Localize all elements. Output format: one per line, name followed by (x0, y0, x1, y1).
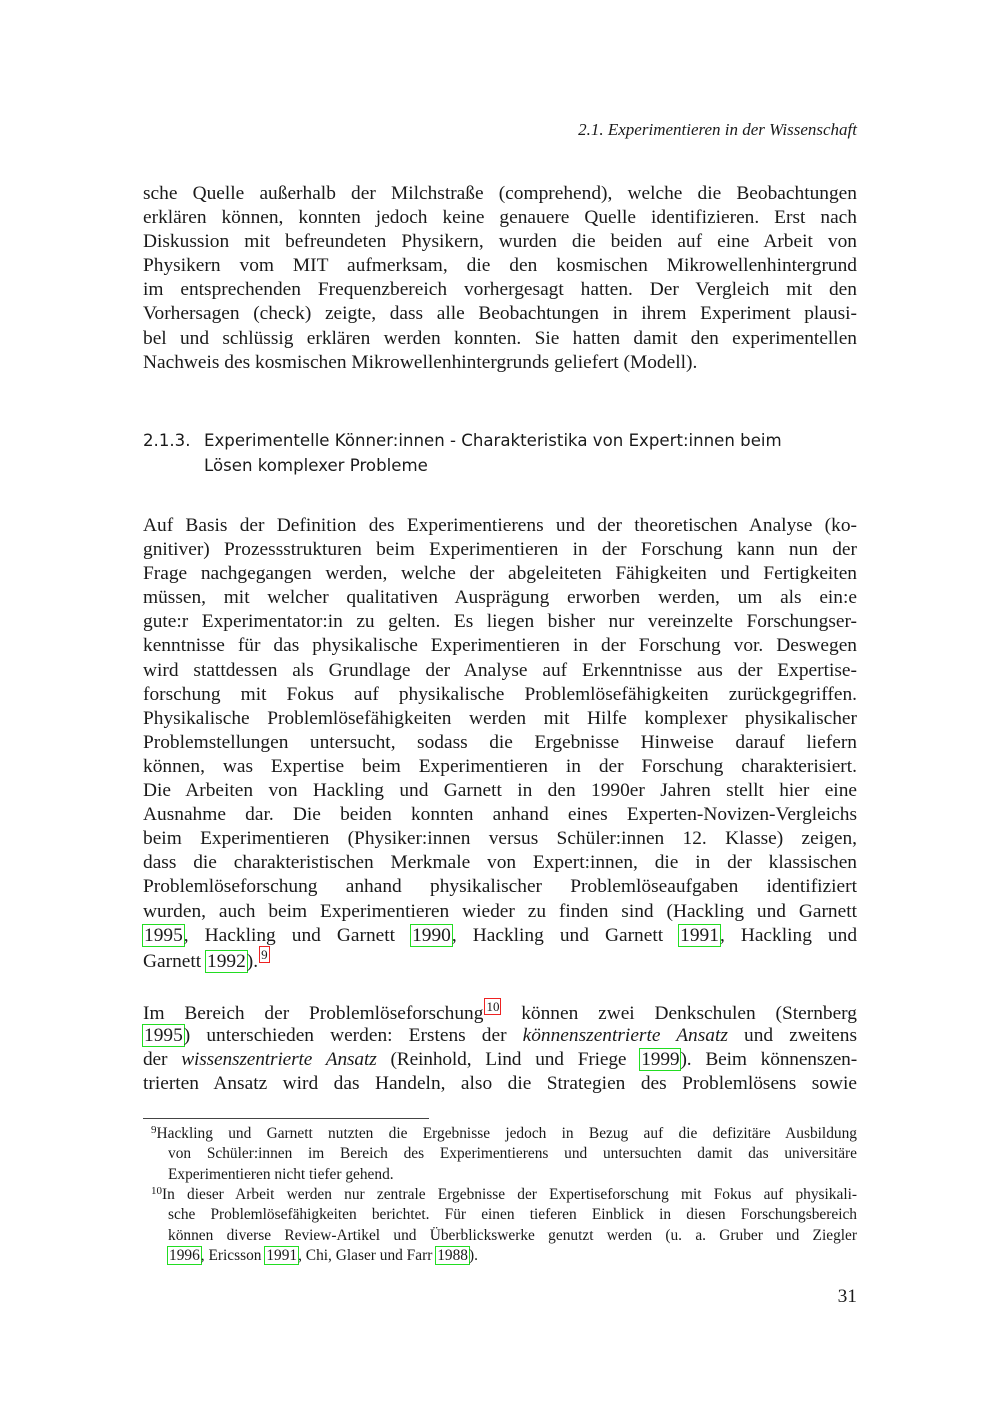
text-line: beim Experimentieren (Physiker:innen versus Schüler:innen 12. Klasse) zeigen, (143, 828, 857, 850)
footnote-line: $^{10}$In dieser Arbeit werden nur zentrale Ergebnisse der Expertiseforschung mit Fokus auf physikali- (151, 1185, 857, 1203)
text-line: Frage nachgegangen werden, welche der abgeleiteten Fähigkeiten und Fertigkeiten (143, 563, 857, 585)
text-line: 1995, Hackling und Garnett 1990, Hackling und Garnett 1991, Hackling und (144, 924, 858, 946)
citation-link-1992[interactable]: 1992 (207, 950, 246, 972)
text-line: Garnett 1992). $^9$ (143, 946, 268, 972)
citation-link-1996[interactable]: 1996 (169, 1246, 200, 1264)
footnote-ref-10[interactable]: 10 (486, 999, 500, 1014)
text-line: sche Quelle außerhalb der Milchstraße (comprehend), welche die Beobachtungen (143, 183, 857, 204)
text-line: trierten Ansatz wird das Handeln, also die Strategien des Problemlösens sowie (143, 1073, 857, 1095)
text-line: erklären können, konnten jedoch keine genauere Quelle identifizieren. Erst nach (143, 207, 857, 229)
footnote-line: sche Problemlösefähigkeiten berichtet. Für einen tieferen Einblick in diesen Forschungsbereich (168, 1206, 857, 1224)
footnote-9 (143, 1124, 857, 1185)
text-line: der wissenszentrierte Ansatz (Reinhold, Lind und Friege 1999). Beim könnenszen- (143, 1049, 857, 1071)
text-line: Vorhersagen (check) zeigte, dass alle Beobachtungen in ihrem Experiment plausi- (143, 303, 857, 325)
text-line: Auf Basis der Definition des Experimentierens und der theoretischen Analyse (ko- (143, 515, 857, 536)
text-line: dass die charakteristischen Merkmale von Expert:innen, die in der klassischen (143, 852, 857, 874)
text-line: Die Arbeiten von Hackling und Garnett in den 1990er Jahren stellt hier eine (143, 780, 857, 802)
footnote-line: von Schüler:innen im Bereich des Experimentierens und untersuchten damit das universitäre (168, 1145, 857, 1163)
text-line: Physikern vom MIT aufmerksam, die den kosmischen Mikrowellenhintergrund (143, 255, 857, 277)
section-title-line-1: Experimentelle Könner:innen - Charakteristika von Expert:innen beim (204, 431, 782, 450)
footnote-ref-9[interactable]: 9 (261, 946, 268, 962)
text-line: wurden, auch beim Experimentieren wieder zu finden sind (Hackling und Garnett (143, 900, 857, 922)
section-title-line-2: Lösen komplexer Probleme (204, 456, 428, 475)
text-line: forschung mit Fokus auf physikalische Problemlösefähigkeiten zurückgegriffen. (143, 683, 857, 705)
citation-link-1988[interactable]: 1988 (437, 1246, 468, 1264)
citation-link-1995[interactable]: 1995 (144, 924, 183, 946)
footnote-line: können diverse Review-Artikel und Überblickswerke genutzt werden (u. a. Gruber und Ziegler (168, 1226, 857, 1244)
footnote-line: 1996, Ericsson 1991, Chi, Glaser und Farr 1988). (169, 1246, 478, 1264)
text-line: wird stattdessen als Grundlage der Analyse auf Erkenntnisse aus der Expertise- (143, 659, 857, 681)
text-line: Ausnahme dar. Die beiden konnten anhand eines Experten-Novizen-Vergleichs (143, 804, 857, 826)
text-line: kenntnisse für das physikalische Experimentieren in der Forschung vor. Deswegen (143, 635, 857, 657)
text-line: bel und schlüssig erklären werden konnten. Sie hatten damit den experimentellen (143, 327, 857, 349)
footnote-marker: 9 (151, 1124, 157, 1136)
running-header: 2.1. Experimentieren in der Wissenschaft (578, 120, 857, 139)
section-heading (143, 428, 863, 478)
text-line: müssen, mit welcher qualitativen Ausprägung erworben werden, um als ein:e (143, 587, 857, 609)
footnote-line: Experimentieren nicht tiefer gehend. (168, 1165, 394, 1183)
citation-link-1991[interactable]: 1991 (266, 1246, 298, 1264)
text-line: Problemlöseforschung anhand physikalischer Problemlöseaufgaben identifiziert (143, 876, 857, 898)
text-line: gute:r Experimentator:in zu gelten. Es liegen bisher nur vereinzelte Forschungser- (143, 611, 857, 633)
text-line: Nachweis des kosmischen Mikrowellenhintergrunds geliefert (Modell). (143, 351, 698, 373)
text-line: können, was Expertise beim Experimentieren in der Forschung charakterisiert. (143, 755, 857, 777)
text-line: Problemstellungen untersucht, sodass die Ergebnisse Hinweise darauf liefern (143, 731, 857, 753)
text-line: Physikalische Problemlösefähigkeiten werden mit Hilfe komplexer physikalischer (143, 707, 857, 729)
citation-link-1995[interactable]: 1995 (144, 1025, 183, 1047)
text-line: 1995) unterschieden werden: Erstens der könnenszentrierte Ansatz und zweitens (144, 1025, 858, 1047)
section-number: 2.1.3. (143, 431, 191, 450)
citation-link-1999[interactable]: 1999 (641, 1049, 680, 1071)
footnote-divider (143, 1118, 429, 1119)
paragraph-3 (143, 1000, 857, 1096)
footnote-line: $^9$Hackling und Garnett nutzten die Ergebnisse jedoch in Bezug auf die defizitäre Ausbildung (151, 1124, 857, 1142)
text-line: im entsprechenden Frequenzbereich vorhergesagt hatten. Der Vergleich mit den (143, 279, 857, 301)
footnote-marker: 10 (151, 1185, 162, 1197)
text-line: Diskussion mit befreundeten Physikern, wurden die beiden auf eine Arbeit von (143, 231, 857, 253)
text-line: Im Bereich der Problemlöseforschung $^{10}$ können zwei Denkschulen (Sternberg (143, 999, 857, 1024)
citation-link-1991[interactable]: 1991 (680, 924, 719, 946)
page-number: 31 (837, 1286, 857, 1307)
citation-link-1990[interactable]: 1990 (412, 924, 451, 946)
paragraph-2 (143, 514, 857, 972)
footnote-10 (143, 1185, 857, 1266)
paragraph-1 (143, 182, 857, 375)
text-line: gnitiver) Prozessstrukturen beim Experimentieren in der Forschung kann nun der (143, 539, 857, 561)
